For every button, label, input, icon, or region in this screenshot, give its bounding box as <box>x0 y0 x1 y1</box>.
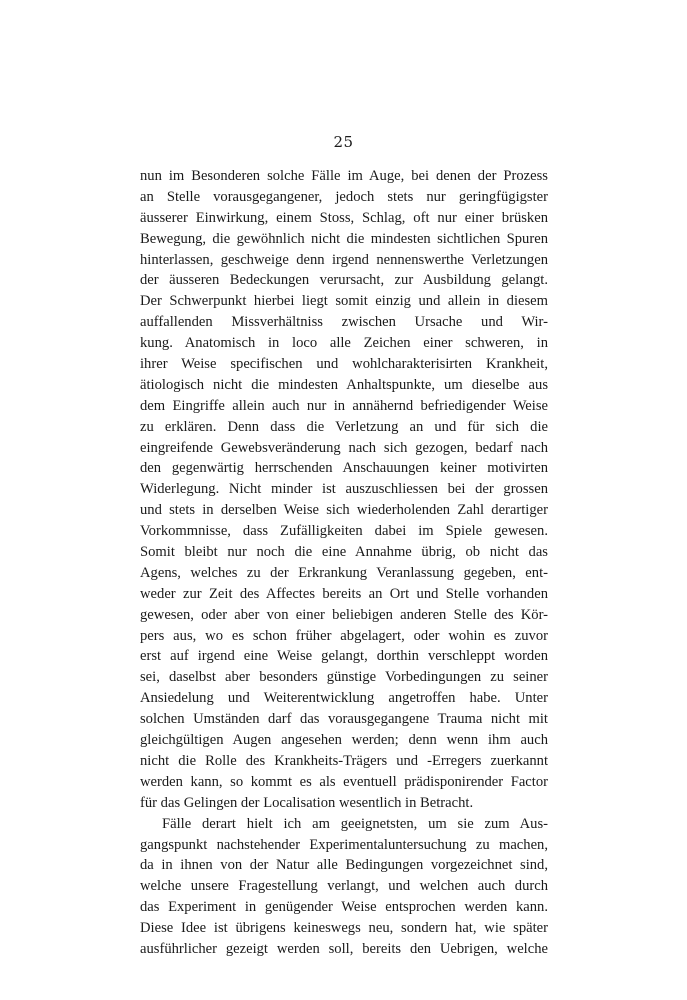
text-line: für das Gelingen der Localisation wesentlich in Betracht. <box>140 794 474 811</box>
text-line: Vorkommnisse, dass Zufälligkeiten dabei im Spiele gewesen. <box>140 523 548 540</box>
body-text <box>140 166 548 960</box>
text-line: äusserer Einwirkung, einem Stoss, Schlag, oft nur einer brüsken <box>140 209 548 226</box>
text-line: der äusseren Bedeckungen verursacht, zur Ausbildung gelangt. <box>140 272 548 289</box>
text-line: dem Eingriffe allein auch nur in annähernd befriedigender Weise <box>140 397 548 414</box>
text-line: Agens, welches zu der Erkrankung Veranlassung gegeben, ent- <box>140 564 548 581</box>
text-line: erst auf irgend eine Weise gelangt, dorthin verschleppt worden <box>140 648 548 665</box>
page-number: 25 <box>333 133 354 151</box>
text-line: Widerlegung. Nicht minder ist auszuschliessen bei der grossen <box>140 481 548 498</box>
text-line: das Experiment in genügender Weise entsprochen werden kann. <box>140 899 548 916</box>
text-line: gleichgültigen Augen angesehen werden; denn wenn ihm auch <box>140 732 548 749</box>
text-line: ihrer Weise specifischen und wohlcharakterisirten Krankheit, <box>140 356 548 373</box>
text-line: an Stelle vorausgegangener, jedoch stets nur geringfügigster <box>140 188 548 205</box>
text-line: gewesen, oder aber von einer beliebigen anderen Stelle des Kör- <box>140 606 548 623</box>
text-line: den gegenwärtig herrschenden Anschauungen keiner motivirten <box>140 460 548 477</box>
text-line: weder zur Zeit des Affectes bereits an Ort und Stelle vorhanden <box>140 585 548 602</box>
text-line: kung. Anatomisch in loco alle Zeichen einer schweren, in <box>140 335 548 352</box>
text-line: Der Schwerpunkt hierbei liegt somit einzig und allein in diesem <box>140 293 548 310</box>
text-line: solchen Umständen darf das vorausgegangene Trauma nicht mit <box>140 711 548 728</box>
text-line: Somit bleibt nur noch die eine Annahme übrig, ob nicht das <box>140 544 548 561</box>
text-line: Ansiedelung und Weiterentwicklung angetroffen habe. Unter <box>140 690 548 707</box>
text-line: ausführlicher gezeigt werden soll, bereits den Uebrigen, welche <box>140 940 548 957</box>
text-line: gangspunkt nachstehender Experimentaluntersuchung zu machen, <box>140 836 548 853</box>
text-line: Bewegung, die gewöhnlich nicht die mindesten sichtlichen Spuren <box>140 230 548 247</box>
text-line: nicht die Rolle des Krankheits-Trägers und -Erregers zuerkannt <box>140 752 548 769</box>
text-line: ätiologisch nicht die mindesten Anhaltspunkte, um dieselbe aus <box>140 376 548 393</box>
paragraph <box>140 814 548 960</box>
text-line: pers aus, wo es schon früher abgelagert, oder wohin es zuvor <box>140 627 548 644</box>
text-line: werden kann, so kommt es als eventuell prädisponirender Factor <box>140 773 548 790</box>
text-line: da in ihnen von der Natur alle Bedingungen vorgezeichnet sind, <box>140 857 548 874</box>
text-line: sei, daselbst aber besonders günstige Vorbedingungen zu seiner <box>140 669 548 686</box>
text-line: zu erklären. Denn dass die Verletzung an und für sich die <box>140 418 548 435</box>
text-line: eingreifende Gewebsveränderung nach sich gezogen, bedarf nach <box>140 439 548 456</box>
text-line: Diese Idee ist übrigens keineswegs neu, sondern hat, wie später <box>140 920 548 937</box>
text-line: hinterlassen, geschweige denn irgend nennenswerthe Verletzungen <box>140 251 548 268</box>
paragraph <box>140 166 548 814</box>
text-line: und stets in derselben Weise sich wiederholenden Zahl derartiger <box>140 502 548 519</box>
text-line: Fälle derart hielt ich am geeignetsten, um sie zum Aus- <box>162 815 548 832</box>
text-line: nun im Besonderen solche Fälle im Auge, bei denen der Prozess <box>140 168 548 184</box>
text-line: auffallenden Missverhältniss zwischen Ursache und Wir- <box>140 314 548 331</box>
text-line: welche unsere Fragestellung verlangt, und welchen auch durch <box>140 878 548 895</box>
